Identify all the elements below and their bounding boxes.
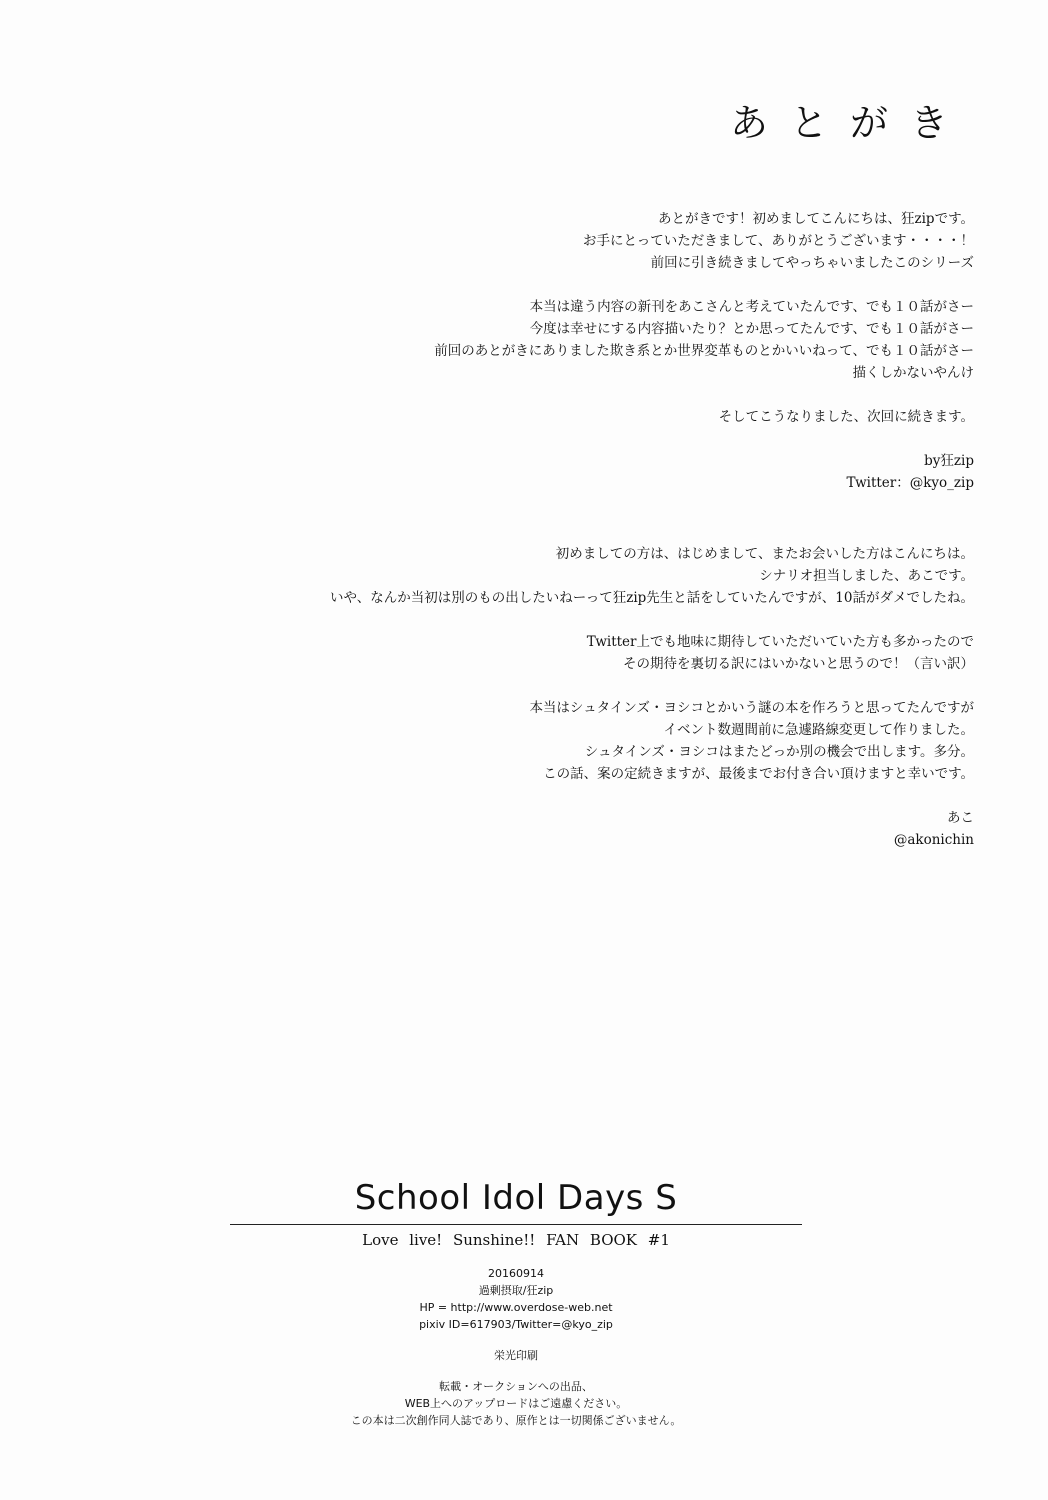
text-line: シナリオ担当しました、あこです。	[759, 568, 974, 584]
text-line: 前回のあとがきにありました欺き系とか世界変革ものとかいいねって、でも１０話がさー	[434, 343, 974, 359]
text-line: 本当はシュタインズ・ヨシコとかいう謎の本を作ろうと思ってたんですが	[529, 700, 974, 716]
signature	[330, 807, 974, 851]
text-line: Twitter上でも地味に期待していただいていた方も多かったので	[586, 634, 974, 650]
signature-name: あこ	[947, 810, 974, 826]
publication-date: 20160914	[488, 1267, 544, 1280]
text-line: 本当は違う内容の新刊をあこさんと考えていたんです、でも１０話がさー	[529, 299, 974, 315]
signature-twitter: @akonichin	[893, 832, 974, 848]
afterword-section-kyozip	[434, 208, 974, 494]
text-line: いや、なんか当初は別のもの出したいねーって狂zip先生と話をしていたんですが、10話がダメでしたね。	[330, 590, 974, 606]
paragraph	[330, 631, 974, 675]
text-line: その期待を裏切る訳にはいかないと思うので！（言い訳）	[623, 656, 974, 672]
signature	[434, 450, 974, 494]
text-line: そしてこうなりました、次回に続きます。	[718, 409, 974, 425]
afterword-title: あとがき	[729, 101, 970, 145]
text-line: シュタインズ・ヨシコはまたどっか別の機会で出します。多分。	[584, 744, 974, 760]
book-subtitle: Love live! Sunshine!! FAN BOOK #1	[362, 1231, 670, 1249]
colophon	[230, 1178, 802, 1429]
publication-info	[230, 1265, 802, 1429]
text-line: この話、案の定続きますが、最後までお付き合い頂けますと幸いです。	[543, 766, 974, 782]
text-line: 初めましての方は、はじめまして、またお会いした方はこんにちは。	[555, 546, 974, 562]
afterword-section-ako	[330, 543, 974, 851]
paragraph	[330, 697, 974, 785]
homepage-url: HP = http://www.overdose-web.net	[419, 1301, 613, 1314]
paragraph	[434, 406, 974, 428]
text-line: 前回に引き続きましてやっちゃいましたこのシリーズ	[650, 255, 974, 271]
notice-line: この本は二次創作同人誌であり、原作とは一切関係ございません。	[350, 1414, 682, 1427]
text-line: お手にとっていただきまして、ありがとうございます・・・・！	[583, 233, 974, 249]
signature-twitter: Twitter：@kyo_zip	[846, 475, 974, 491]
text-line: 描くしかないやんけ	[852, 365, 974, 381]
text-line: イベント数週間前に急遽路線変更して作りました。	[663, 722, 974, 738]
paragraph	[434, 208, 974, 274]
paragraph	[330, 543, 974, 609]
notice-line: WEB上へのアップロードはご遠慮ください。	[404, 1397, 628, 1410]
paragraph	[434, 296, 974, 384]
text-line: あとがきです！初めましてこんにちは、狂zipです。	[658, 211, 974, 227]
title-divider	[230, 1224, 802, 1225]
notice-line: 転載・オークションへの出品、	[439, 1380, 593, 1393]
book-title: School Idol Days S	[354, 1178, 678, 1218]
pixiv-twitter: pixiv ID=617903/Twitter=@kyo_zip	[419, 1318, 613, 1331]
circle-name: 過剰摂取/狂zip	[478, 1284, 554, 1297]
text-line: 今度は幸せにする内容描いたり？とか思ってたんです、でも１０話がさー	[529, 321, 974, 337]
signature-name: by狂zip	[924, 453, 974, 469]
printer-name: 栄光印刷	[494, 1349, 538, 1362]
